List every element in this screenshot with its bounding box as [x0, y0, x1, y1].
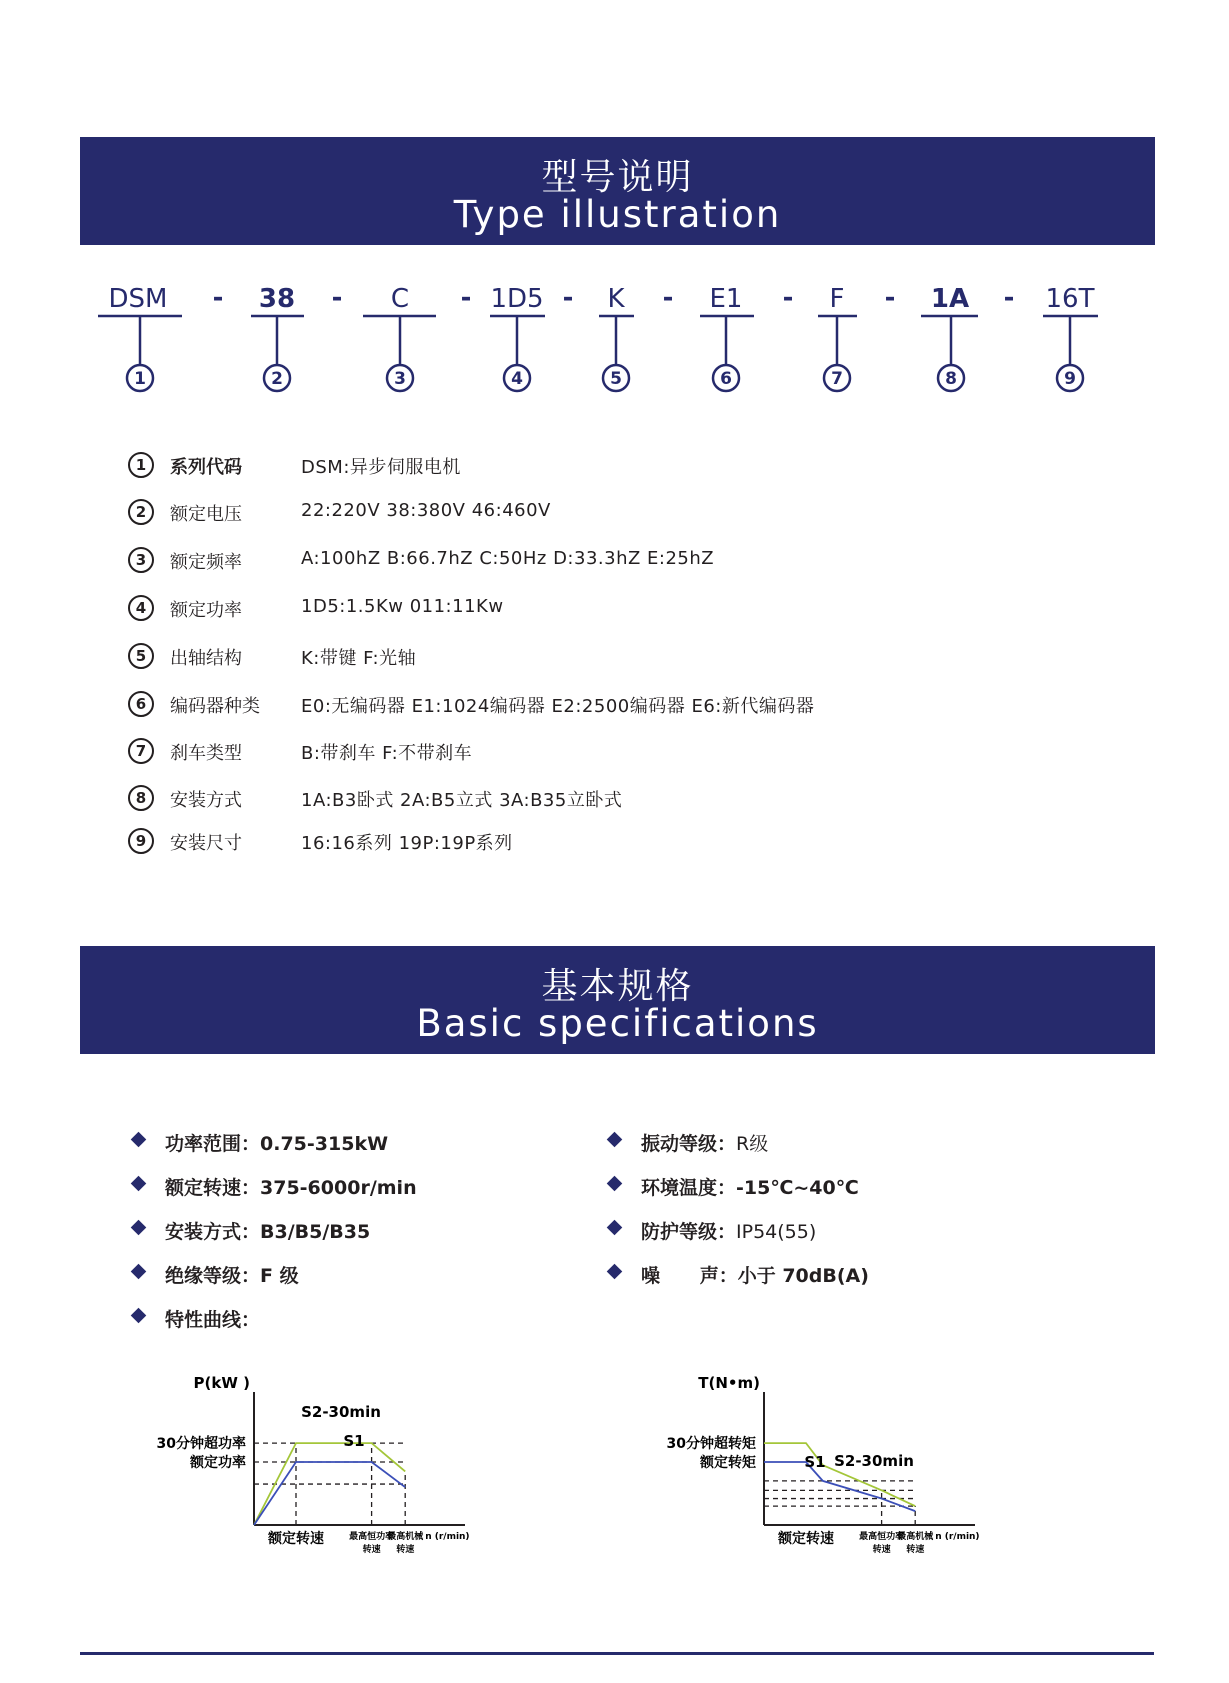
y-tick-label: 30分钟超转矩: [666, 1436, 756, 1453]
spec-value: 0.75-315kW: [260, 1133, 389, 1155]
row-value: E0:无编码器 E1:1024编码器 E2:2500编码器 E6:新代编码器: [301, 696, 815, 717]
y-tick-label: 额定功率: [190, 1455, 246, 1471]
code-separator: -: [782, 283, 794, 313]
torque-characteristic-chart: [630, 1375, 1060, 1565]
bullet-diamond-icon: [607, 1264, 623, 1280]
row-label: 安装尺寸: [170, 833, 242, 854]
bullet-diamond-icon: [131, 1264, 147, 1280]
code-separator: -: [884, 283, 896, 313]
code-number: 6: [720, 369, 732, 389]
row-value: DSM:异步伺服电机: [301, 457, 461, 478]
row-value: 1A:B3卧式 2A:B5立式 3A:B35立卧式: [301, 790, 623, 811]
y-axis-title: P(kW ): [193, 1374, 250, 1392]
code-separator: -: [212, 283, 224, 313]
spec-label: 防护等级：: [641, 1221, 737, 1243]
x-tick-label: 最高机械转速: [897, 1532, 934, 1555]
code-segment-voltage: 38: [258, 284, 296, 314]
x-tick-label: 最高恒功率转速: [859, 1532, 905, 1555]
curve-label: S2-30min: [301, 1403, 381, 1421]
bullet-diamond-icon: [131, 1132, 147, 1148]
row-number: 6: [128, 691, 154, 717]
bullet-diamond-icon: [607, 1220, 623, 1236]
code-segment-encoder: E1: [709, 284, 743, 314]
spec-label: 振动等级：: [641, 1133, 737, 1155]
x-tick-label: 额定转速: [778, 1531, 834, 1547]
row-number: 1: [128, 452, 154, 478]
x-tick-label: 最高恒功率转速: [349, 1532, 395, 1555]
section-title-en: Type illustration: [453, 193, 782, 236]
row-value: 22:220V 38:380V 46:460V: [301, 500, 551, 521]
spec-value: 375-6000r/min: [260, 1177, 417, 1199]
spec-value: IP54(55): [736, 1221, 817, 1243]
row-number: 9: [128, 828, 154, 854]
y-axis-title: T(N•m): [698, 1375, 760, 1392]
row-number: 7: [128, 738, 154, 764]
code-separator: -: [460, 283, 472, 313]
code-segment-size: 16T: [1045, 284, 1095, 314]
row-value: K:带键 F:光轴: [301, 648, 417, 669]
spec-value: F 级: [260, 1265, 299, 1287]
row-label: 出轴结构: [170, 648, 242, 669]
code-number: 7: [831, 369, 843, 389]
row-label: 额定频率: [170, 552, 242, 573]
row-number: 3: [128, 547, 154, 573]
spec-label: 额定转速：: [165, 1177, 261, 1199]
section-title-en: Basic specifications: [416, 1002, 819, 1045]
curve-label: S1: [343, 1432, 365, 1450]
bullet-diamond-icon: [131, 1176, 147, 1192]
code-number: 4: [511, 369, 523, 389]
code-segment-power: 1D5: [490, 284, 544, 314]
x-axis-title: n (r/min): [425, 1532, 470, 1542]
spec-label: 安装方式：: [165, 1221, 261, 1243]
section-title-cn: 基本规格: [541, 966, 694, 1007]
section-banner-specs: [80, 946, 1155, 1054]
spec-value: B3/B5/B35: [260, 1221, 371, 1243]
code-separator: -: [1003, 283, 1015, 313]
row-number: 2: [128, 499, 154, 525]
row-number: 5: [128, 643, 154, 669]
bullet-diamond-icon: [131, 1308, 147, 1324]
code-segment-series: DSM: [108, 284, 168, 314]
section-banner-type: [80, 137, 1155, 245]
footer-divider: [80, 1652, 1154, 1655]
row-value: B:带刹车 F:不带刹车: [301, 743, 473, 764]
code-segment-brake: F: [829, 284, 845, 314]
row-number: 4: [128, 595, 154, 621]
row-number: 8: [128, 785, 154, 811]
code-number: 2: [271, 369, 283, 389]
spec-label: 功率范围：: [165, 1133, 261, 1155]
spec-value: -15℃~40℃: [736, 1177, 859, 1199]
code-number: 9: [1064, 369, 1076, 389]
power-characteristic-chart: [120, 1372, 560, 1562]
spec-value: R级: [736, 1133, 769, 1155]
curve-label: S2-30min: [834, 1452, 914, 1470]
code-separator: -: [662, 283, 674, 313]
code-number: 8: [945, 369, 957, 389]
spec-label: 特性曲线：: [165, 1309, 261, 1331]
x-axis-title: n (r/min): [935, 1532, 980, 1542]
spec-label: 绝缘等级：: [165, 1265, 261, 1287]
bullet-diamond-icon: [607, 1176, 623, 1192]
spec-value: 小于 70dB(A): [737, 1265, 869, 1287]
code-segment-shaft: K: [607, 284, 625, 314]
y-tick-label: 30分钟超功率: [156, 1436, 246, 1453]
code-separator: -: [562, 283, 574, 313]
row-label: 编码器种类: [170, 696, 260, 717]
spec-label: 噪 声：: [641, 1265, 738, 1287]
row-label: 系列代码: [170, 457, 242, 478]
x-tick-label: 额定转速: [268, 1531, 324, 1547]
code-segment-mounting: 1A: [930, 284, 970, 314]
x-tick-label: 最高机械转速: [387, 1532, 424, 1555]
bullet-diamond-icon: [607, 1132, 623, 1148]
row-value: A:100hZ B:66.7hZ C:50Hz D:33.3hZ E:25hZ: [301, 548, 715, 569]
series-line-s1: [254, 1462, 405, 1525]
y-tick-label: 额定转矩: [700, 1455, 756, 1471]
row-label: 安装方式: [170, 790, 242, 811]
section-title-cn: 型号说明: [541, 157, 694, 198]
row-value: 16:16系列 19P:19P系列: [301, 833, 513, 854]
curve-label: S1: [804, 1453, 826, 1471]
spec-label: 环境温度：: [641, 1177, 737, 1199]
code-connector-lines: [0, 300, 1229, 400]
code-separator: -: [331, 283, 343, 313]
row-label: 刹车类型: [170, 743, 242, 764]
row-label: 额定功率: [170, 600, 242, 621]
bullet-diamond-icon: [131, 1220, 147, 1236]
code-segment-frequency: C: [390, 284, 410, 314]
code-number: 1: [134, 369, 146, 389]
code-number: 5: [610, 369, 622, 389]
row-label: 额定电压: [170, 504, 242, 525]
row-value: 1D5:1.5Kw 011:11Kw: [301, 596, 504, 617]
code-number: 3: [394, 369, 406, 389]
